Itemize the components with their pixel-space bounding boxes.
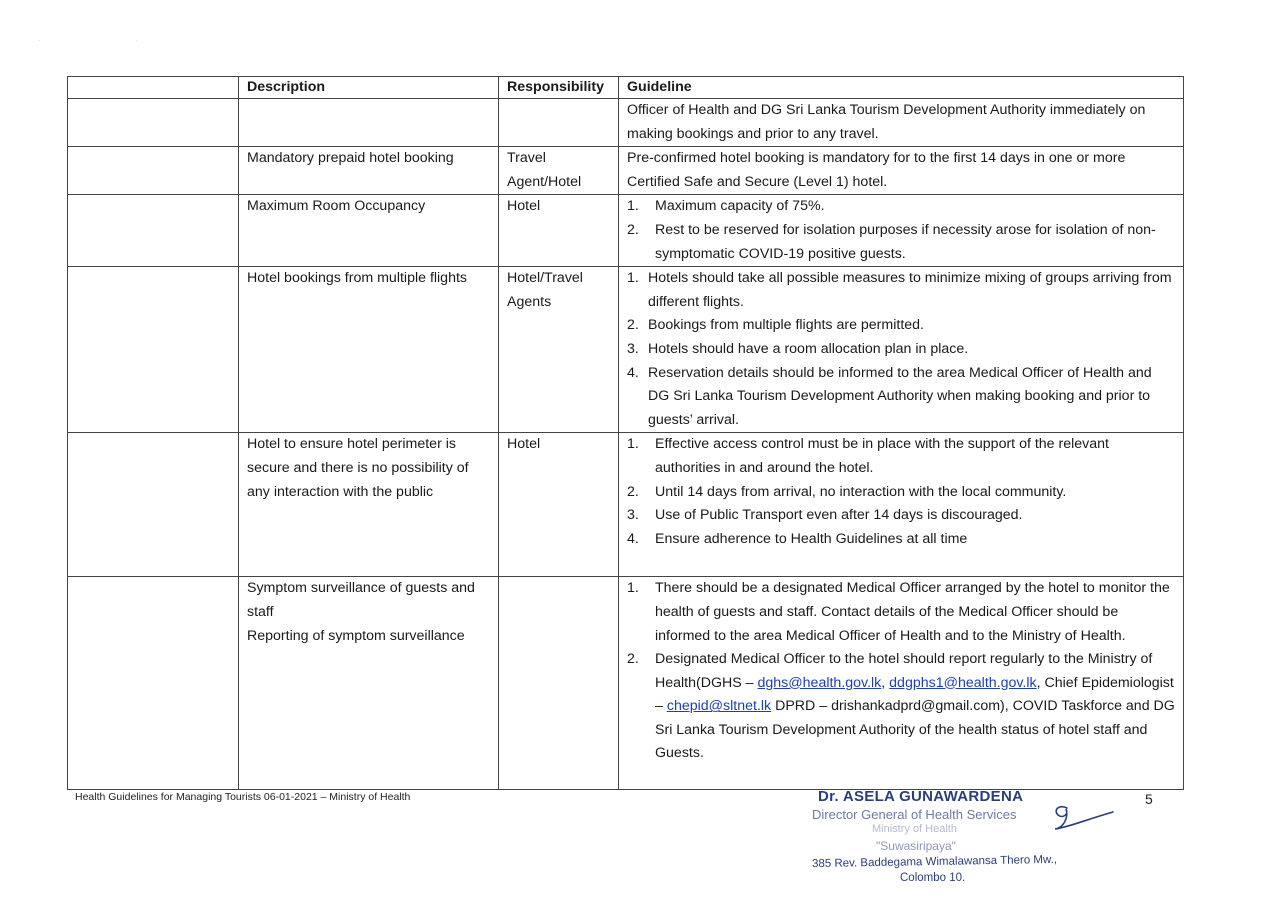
item-number: 1. [627, 198, 639, 215]
item-number: 2. [627, 317, 639, 334]
item-text: Use of Public Transport even after 14 days is discouraged. [655, 507, 1023, 524]
item-number: 1. [627, 270, 639, 287]
blank-cell [68, 195, 239, 267]
description-line: Reporting of symptom surveillance [247, 627, 465, 644]
guideline-item [627, 528, 1175, 552]
guideline-item [627, 362, 1175, 433]
guideline-item [627, 338, 1175, 362]
item-number: 3. [627, 507, 639, 524]
guideline-cell [619, 267, 1184, 433]
official-stamp [800, 786, 1090, 896]
blank-cell [68, 147, 239, 195]
blank-cell [68, 99, 239, 147]
stamp-title: Director General of Health Services [812, 807, 1017, 822]
description-cell: Hotel to ensure hotel perimeter is secure and there is no possibility of any interaction with the public [239, 433, 499, 577]
item-number: 1. [627, 580, 639, 597]
guideline-list [627, 433, 1175, 551]
item-text-part: Designated Medical Officer to the hotel should report regularly to the Ministry of Health(DGHS – [655, 651, 1153, 691]
stamp-ministry: Ministry of Health [872, 823, 957, 835]
item-text: Effective access control must be in place with the support of the relevant authorities in and around the hotel. [655, 436, 1109, 476]
guideline-item [627, 195, 1175, 219]
guideline-cell: Officer of Health and DG Sri Lanka Tourism Development Authority immediately on making bookings and prior to any travel. [619, 99, 1184, 147]
item-number: 4. [627, 530, 639, 547]
guidelines-table [67, 76, 1184, 790]
item-text: Hotels should take all possible measures to minimize mixing of groups arriving from different flights. [648, 270, 1172, 310]
responsibility-cell [499, 99, 619, 147]
item-text: There should be a designated Medical Officer arranged by the hotel to monitor the health of guests and staff. Contact details of the Medical Officer should be informed to the area Medical Officer of Health and to the Ministry of Health. [655, 580, 1170, 644]
header-responsibility: Responsibility [499, 77, 619, 99]
stamp-address-line: Colombo 10. [900, 872, 966, 884]
guideline-item [627, 219, 1175, 266]
stamp-building: "Suwasiripaya" [876, 839, 956, 853]
item-number: 2. [627, 483, 639, 500]
guideline-item [627, 481, 1175, 505]
page-footer: Health Guidelines for Managing Tourists 06-01-2021 – Ministry of Health [75, 791, 411, 803]
item-text: Maximum capacity of 75%. [655, 198, 825, 215]
guideline-cell [619, 433, 1184, 577]
table-header-row [68, 77, 1184, 99]
stamp-name: Dr. ASELA GUNAWARDENA [818, 788, 1024, 805]
blank-cell [68, 267, 239, 433]
description-cell: Hotel bookings from multiple flights [239, 267, 499, 433]
item-text: Until 14 days from arrival, no interaction with the local community. [655, 483, 1067, 500]
email-link-dghs[interactable]: dghs@health.gov.lk [757, 674, 882, 691]
item-text-part: DPRD – drishankadprd@gmail.com), COVID Taskforce and DG Sri Lanka Tourism Development Authority of the health status of hotel staff and Guests. [655, 698, 1175, 762]
description-cell: Maximum Room Occupancy [239, 195, 499, 267]
description-line: Symptom surveillance of guests and staff [247, 580, 475, 620]
guideline-item [627, 314, 1175, 338]
blank-cell [68, 577, 239, 790]
guideline-list [627, 577, 1175, 766]
table-row [68, 577, 1184, 790]
page-number: 5 [1145, 791, 1153, 807]
guideline-item [627, 433, 1175, 480]
item-number: 4. [627, 364, 639, 381]
responsibility-cell: Travel Agent/Hotel [499, 147, 619, 195]
item-text: Reservation details should be informed to the area Medical Officer of Health and DG Sri Lanka Tourism Development Authority when making booking and prior to guests’ arrival. [648, 364, 1152, 428]
table-row [68, 147, 1184, 195]
item-text-part: , [881, 674, 890, 691]
guideline-cell [619, 577, 1184, 790]
item-text: Hotels should have a room allocation plan in place. [648, 340, 969, 357]
item-number: 2. [627, 651, 639, 668]
guideline-item [627, 504, 1175, 528]
item-text: Rest to be reserved for isolation purposes if necessity arose for isolation of non-symptomatic COVID-19 positive guests. [655, 221, 1156, 262]
blank-cell [68, 433, 239, 577]
description-cell: Mandatory prepaid hotel booking [239, 147, 499, 195]
item-number: 1. [627, 436, 639, 453]
item-text-part: , Chief Epidemiologist – [655, 674, 1174, 715]
guideline-list [627, 267, 1175, 432]
guideline-cell [619, 195, 1184, 267]
table-row [68, 267, 1184, 433]
email-link-ddgphs1[interactable]: ddgphs1@health.gov.lk [889, 674, 1037, 691]
responsibility-cell [499, 577, 619, 790]
responsibility-cell: Hotel [499, 195, 619, 267]
signature-icon [1025, 798, 1115, 838]
stamp-address-line: 385 Rev. Baddegama Wimalawansa Thero Mw., [811, 853, 1058, 871]
scan-artifacts: · · [38, 36, 184, 45]
guideline-item [627, 577, 1175, 648]
description-cell [239, 577, 499, 790]
responsibility-cell: Hotel/Travel Agents [499, 267, 619, 433]
table-row [68, 433, 1184, 577]
description-cell [239, 99, 499, 147]
header-guideline: Guideline [619, 77, 1184, 99]
header-description: Description [239, 77, 499, 99]
header-empty [68, 77, 239, 99]
table-row [68, 99, 1184, 147]
guideline-item [627, 648, 1175, 766]
email-link-chepid[interactable]: chepid@sltnet.lk [666, 698, 772, 715]
guideline-item [627, 267, 1175, 314]
item-number: 3. [627, 340, 639, 357]
item-text: Bookings from multiple flights are permitted. [648, 317, 924, 334]
item-text: Ensure adherence to Health Guidelines at all time [655, 530, 968, 547]
responsibility-cell: Hotel [499, 433, 619, 577]
item-number: 2. [627, 221, 639, 238]
guideline-list [627, 195, 1175, 266]
table-row [68, 195, 1184, 267]
item-text [655, 648, 1175, 766]
guideline-cell: Pre-confirmed hotel booking is mandatory for to the first 14 days in one or more Certified Safe and Secure (Level 1) hotel. [619, 147, 1184, 195]
